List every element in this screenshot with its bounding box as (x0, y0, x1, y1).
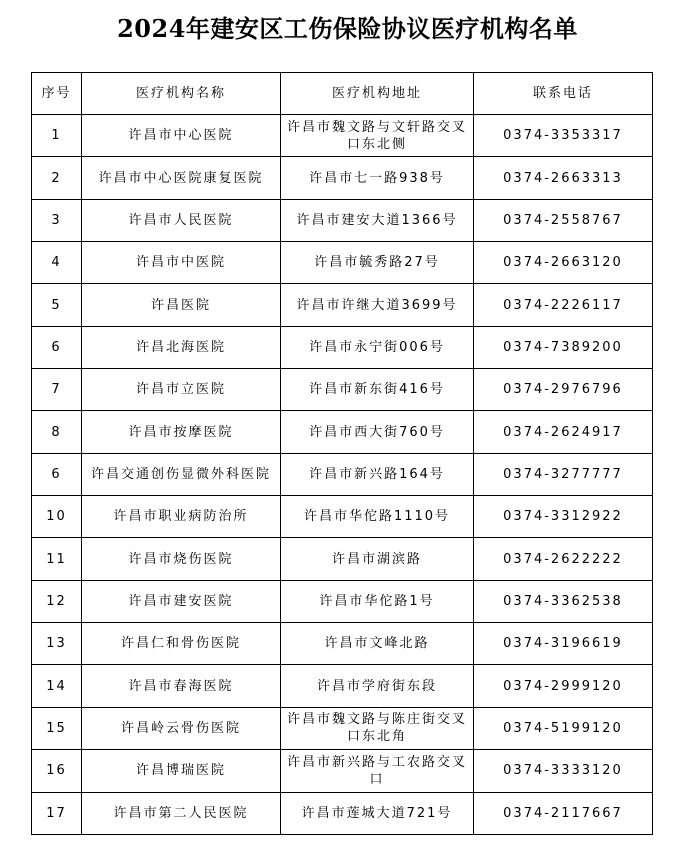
table-row (32, 326, 653, 368)
table-row (32, 284, 653, 326)
header-row (32, 73, 653, 115)
cell-institution-address: 许昌市永宁街006号 (281, 326, 474, 368)
table-row (32, 453, 653, 495)
cell-number: 10 (32, 496, 82, 538)
cell-institution-name: 许昌市中心医院 (82, 115, 281, 157)
document-title: 2024年建安区工伤保险协议医疗机构名单 (117, 14, 578, 43)
cell-number: 11 (32, 538, 82, 580)
cell-institution-address: 许昌市文峰北路 (281, 623, 474, 665)
cell-phone: 0374-2624917 (474, 411, 653, 453)
cell-institution-address: 许昌市新东街416号 (281, 369, 474, 411)
cell-institution-name: 许昌市中医院 (82, 242, 281, 284)
cell-institution-name: 许昌市职业病防治所 (82, 496, 281, 538)
cell-institution-address: 许昌市湖滨路 (281, 538, 474, 580)
cell-number: 8 (32, 411, 82, 453)
cell-institution-name: 许昌北海医院 (82, 326, 281, 368)
cell-institution-name: 许昌市烧伤医院 (82, 538, 281, 580)
cell-number: 17 (32, 792, 82, 834)
header-phone: 联系电话 (474, 73, 653, 115)
cell-phone: 0374-2976796 (474, 369, 653, 411)
cell-number: 7 (32, 369, 82, 411)
cell-phone: 0374-2999120 (474, 665, 653, 707)
cell-number: 15 (32, 707, 82, 749)
table-row (32, 496, 653, 538)
cell-institution-address: 许昌市华佗路1号 (281, 580, 474, 622)
cell-phone: 0374-3312922 (474, 496, 653, 538)
cell-institution-name: 许昌市中心医院康复医院 (82, 157, 281, 199)
cell-number: 6 (32, 326, 82, 368)
cell-institution-address: 许昌市建安大道1366号 (281, 199, 474, 241)
cell-institution-name: 许昌交通创伤显微外科医院 (82, 453, 281, 495)
table-row (32, 369, 653, 411)
cell-number: 2 (32, 157, 82, 199)
cell-institution-address: 许昌市新兴路与工农路交叉口 (281, 750, 474, 792)
cell-number: 12 (32, 580, 82, 622)
cell-number: 13 (32, 623, 82, 665)
cell-phone: 0374-7389200 (474, 326, 653, 368)
cell-institution-address: 许昌市魏文路与文轩路交叉口东北侧 (281, 115, 474, 157)
cell-institution-name: 许昌市建安医院 (82, 580, 281, 622)
institution-table (31, 72, 653, 835)
cell-institution-name: 许昌仁和骨伤医院 (82, 623, 281, 665)
cell-institution-name: 许昌市春海医院 (82, 665, 281, 707)
table-row (32, 792, 653, 834)
cell-institution-name: 许昌市人民医院 (82, 199, 281, 241)
cell-institution-name: 许昌市按摩医院 (82, 411, 281, 453)
cell-phone: 0374-3333120 (474, 750, 653, 792)
cell-number: 1 (32, 115, 82, 157)
cell-institution-name: 许昌岭云骨伤医院 (82, 707, 281, 749)
cell-institution-address: 许昌市魏文路与陈庄街交叉口东北角 (281, 707, 474, 749)
header-number: 序号 (32, 73, 82, 115)
cell-institution-address: 许昌市西大街760号 (281, 411, 474, 453)
cell-institution-address: 许昌市学府街东段 (281, 665, 474, 707)
cell-institution-address: 许昌市毓秀路27号 (281, 242, 474, 284)
header-institution-name: 医疗机构名称 (82, 73, 281, 115)
table-row (32, 665, 653, 707)
cell-institution-name: 许昌市立医院 (82, 369, 281, 411)
table-row (32, 623, 653, 665)
table-row (32, 538, 653, 580)
cell-phone: 0374-3353317 (474, 115, 653, 157)
cell-number: 4 (32, 242, 82, 284)
cell-institution-address: 许昌市七一路938号 (281, 157, 474, 199)
cell-institution-name: 许昌博瑞医院 (82, 750, 281, 792)
cell-number: 16 (32, 750, 82, 792)
cell-phone: 0374-3277777 (474, 453, 653, 495)
cell-phone: 0374-2117667 (474, 792, 653, 834)
table-row (32, 580, 653, 622)
cell-phone: 0374-2622222 (474, 538, 653, 580)
table-row (32, 242, 653, 284)
table-row (32, 707, 653, 749)
cell-institution-address: 许昌市许继大道3699号 (281, 284, 474, 326)
cell-phone: 0374-2663120 (474, 242, 653, 284)
table-row (32, 199, 653, 241)
cell-institution-name: 许昌医院 (82, 284, 281, 326)
cell-institution-name: 许昌市第二人民医院 (82, 792, 281, 834)
cell-institution-address: 许昌市莲城大道721号 (281, 792, 474, 834)
cell-number: 6 (32, 453, 82, 495)
table-row (32, 750, 653, 792)
table-body (32, 115, 653, 835)
cell-phone: 0374-2663313 (474, 157, 653, 199)
cell-institution-address: 许昌市新兴路164号 (281, 453, 474, 495)
cell-phone: 0374-2558767 (474, 199, 653, 241)
cell-institution-address: 许昌市华佗路1110号 (281, 496, 474, 538)
cell-number: 14 (32, 665, 82, 707)
cell-number: 3 (32, 199, 82, 241)
table-row (32, 115, 653, 157)
header-institution-address: 医疗机构地址 (281, 73, 474, 115)
cell-number: 5 (32, 284, 82, 326)
table-header (32, 73, 653, 115)
cell-phone: 0374-5199120 (474, 707, 653, 749)
cell-phone: 0374-2226117 (474, 284, 653, 326)
table-row (32, 157, 653, 199)
cell-phone: 0374-3362538 (474, 580, 653, 622)
cell-phone: 0374-3196619 (474, 623, 653, 665)
table-row (32, 411, 653, 453)
